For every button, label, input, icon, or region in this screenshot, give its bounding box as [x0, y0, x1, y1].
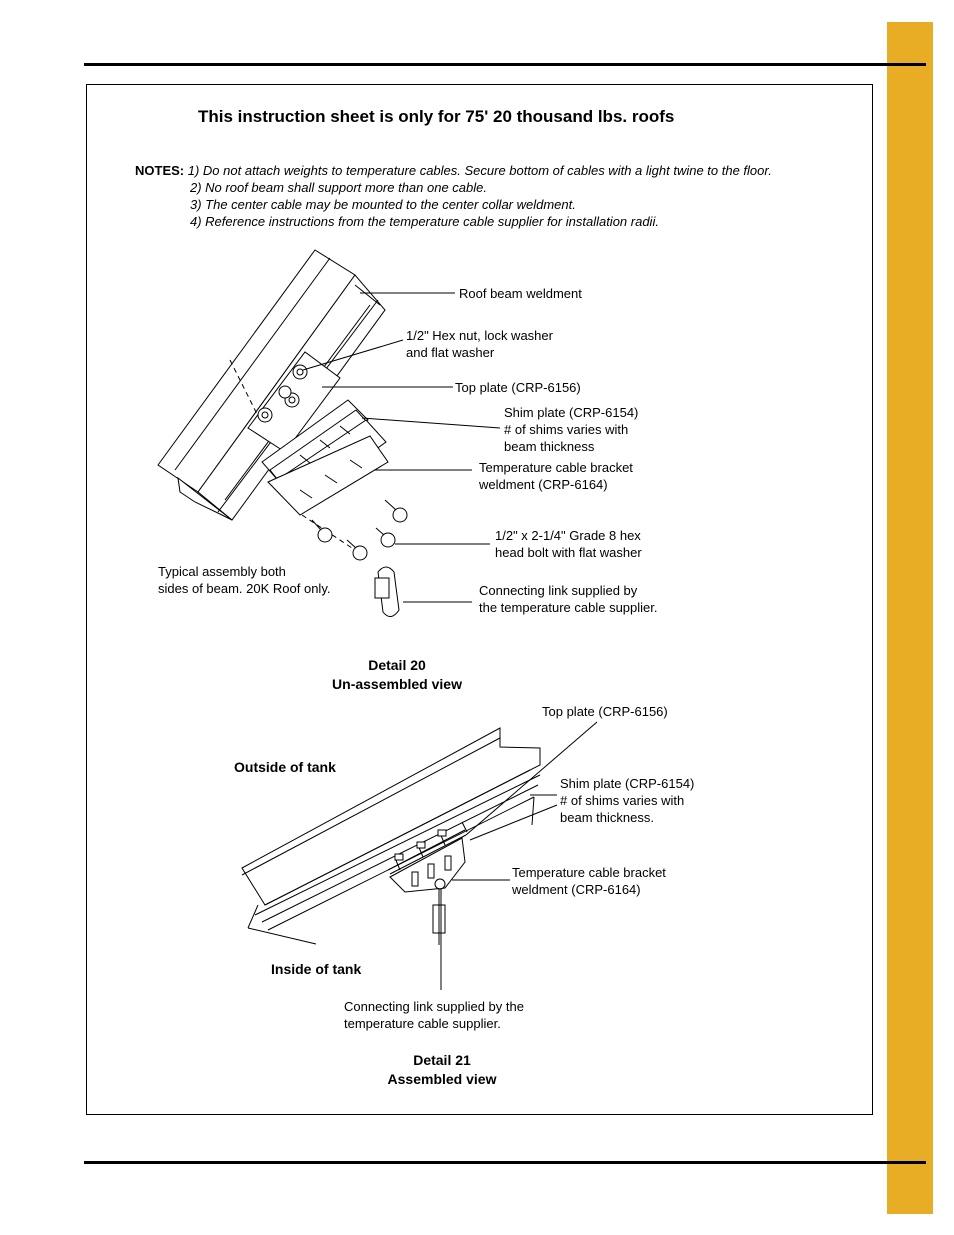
label-shim-plate-line2: # of shims varies with [504, 422, 629, 437]
note-3: 3) The center cable may be mounted to the center collar weldment. [190, 197, 576, 212]
label-shim-plate [504, 404, 638, 455]
label-bracket-21 [512, 864, 666, 898]
label-shim-21-line2: # of shims varies with [560, 793, 685, 808]
label-inside-of-tank: Inside of tank [271, 961, 362, 977]
label-top-plate: Top plate (CRP-6156) [455, 380, 581, 395]
label-top-plate-21: Top plate (CRP-6156) [542, 704, 668, 719]
label-shim-21-line1: Shim plate (CRP-6154) [560, 776, 695, 791]
label-connecting-link [479, 582, 658, 616]
detail20-caption-line2: Un-assembled view [332, 676, 462, 692]
label-bolt-line2: head bolt with flat washer [495, 545, 642, 560]
label-bracket-line1: Temperature cable bracket [479, 460, 633, 475]
label-hex-nut-line2: and flat washer [406, 345, 495, 360]
label-roof-beam: Roof beam weldment [459, 286, 582, 301]
detail21-caption [342, 1051, 542, 1089]
detail21-bracket-assembly [388, 822, 467, 945]
label-bracket [479, 459, 633, 493]
label-bolt-line1: 1/2" x 2-1/4" Grade 8 hex [495, 528, 641, 543]
label-shim-21-line3: beam thickness. [560, 810, 654, 825]
label-bracket-21-line1: Temperature cable bracket [512, 865, 666, 880]
label-bracket-21-line2: weldment (CRP-6164) [512, 882, 641, 897]
label-link-21-line2: temperature cable supplier. [344, 1016, 501, 1031]
label-bracket-line2: weldment (CRP-6164) [479, 477, 608, 492]
label-link-line2: the temperature cable supplier. [479, 600, 658, 615]
detail20-connecting-link [375, 567, 399, 617]
label-outside-of-tank: Outside of tank [234, 759, 336, 775]
detail20-caption-line1: Detail 20 [368, 657, 426, 673]
label-typical-assembly [158, 563, 330, 597]
detail20-caption [297, 656, 497, 694]
label-typical-line2: sides of beam. 20K Roof only. [158, 581, 331, 596]
label-shim-plate-line3: beam thickness [504, 439, 595, 454]
label-connecting-link-21 [344, 998, 524, 1032]
page-title: This instruction sheet is only for 75' 20 thousand lbs. roofs [198, 107, 675, 126]
label-shim-plate-21 [560, 775, 694, 826]
detail21-caption-line1: Detail 21 [413, 1052, 471, 1068]
label-typical-line1: Typical assembly both [158, 564, 286, 579]
label-bolt [495, 527, 642, 561]
label-hex-nut-line1: 1/2" Hex nut, lock washer [406, 328, 553, 343]
label-link-line1: Connecting link supplied by [479, 583, 638, 598]
label-link-21-line1: Connecting link supplied by the [344, 999, 524, 1014]
note-4: 4) Reference instructions from the temperature cable supplier for installation radii. [190, 214, 659, 229]
label-hex-nut [406, 327, 553, 361]
label-shim-plate-line1: Shim plate (CRP-6154) [504, 405, 639, 420]
notes-label: NOTES: [135, 163, 185, 178]
note-2: 2) No roof beam shall support more than one cable. [190, 180, 488, 195]
detail21-caption-line2: Assembled view [387, 1071, 497, 1087]
detail20-bolts [312, 500, 407, 560]
note-1-text: 1) Do not attach weights to temperature cables. Secure bottom of cables with a light twine to the floor. [187, 163, 772, 178]
